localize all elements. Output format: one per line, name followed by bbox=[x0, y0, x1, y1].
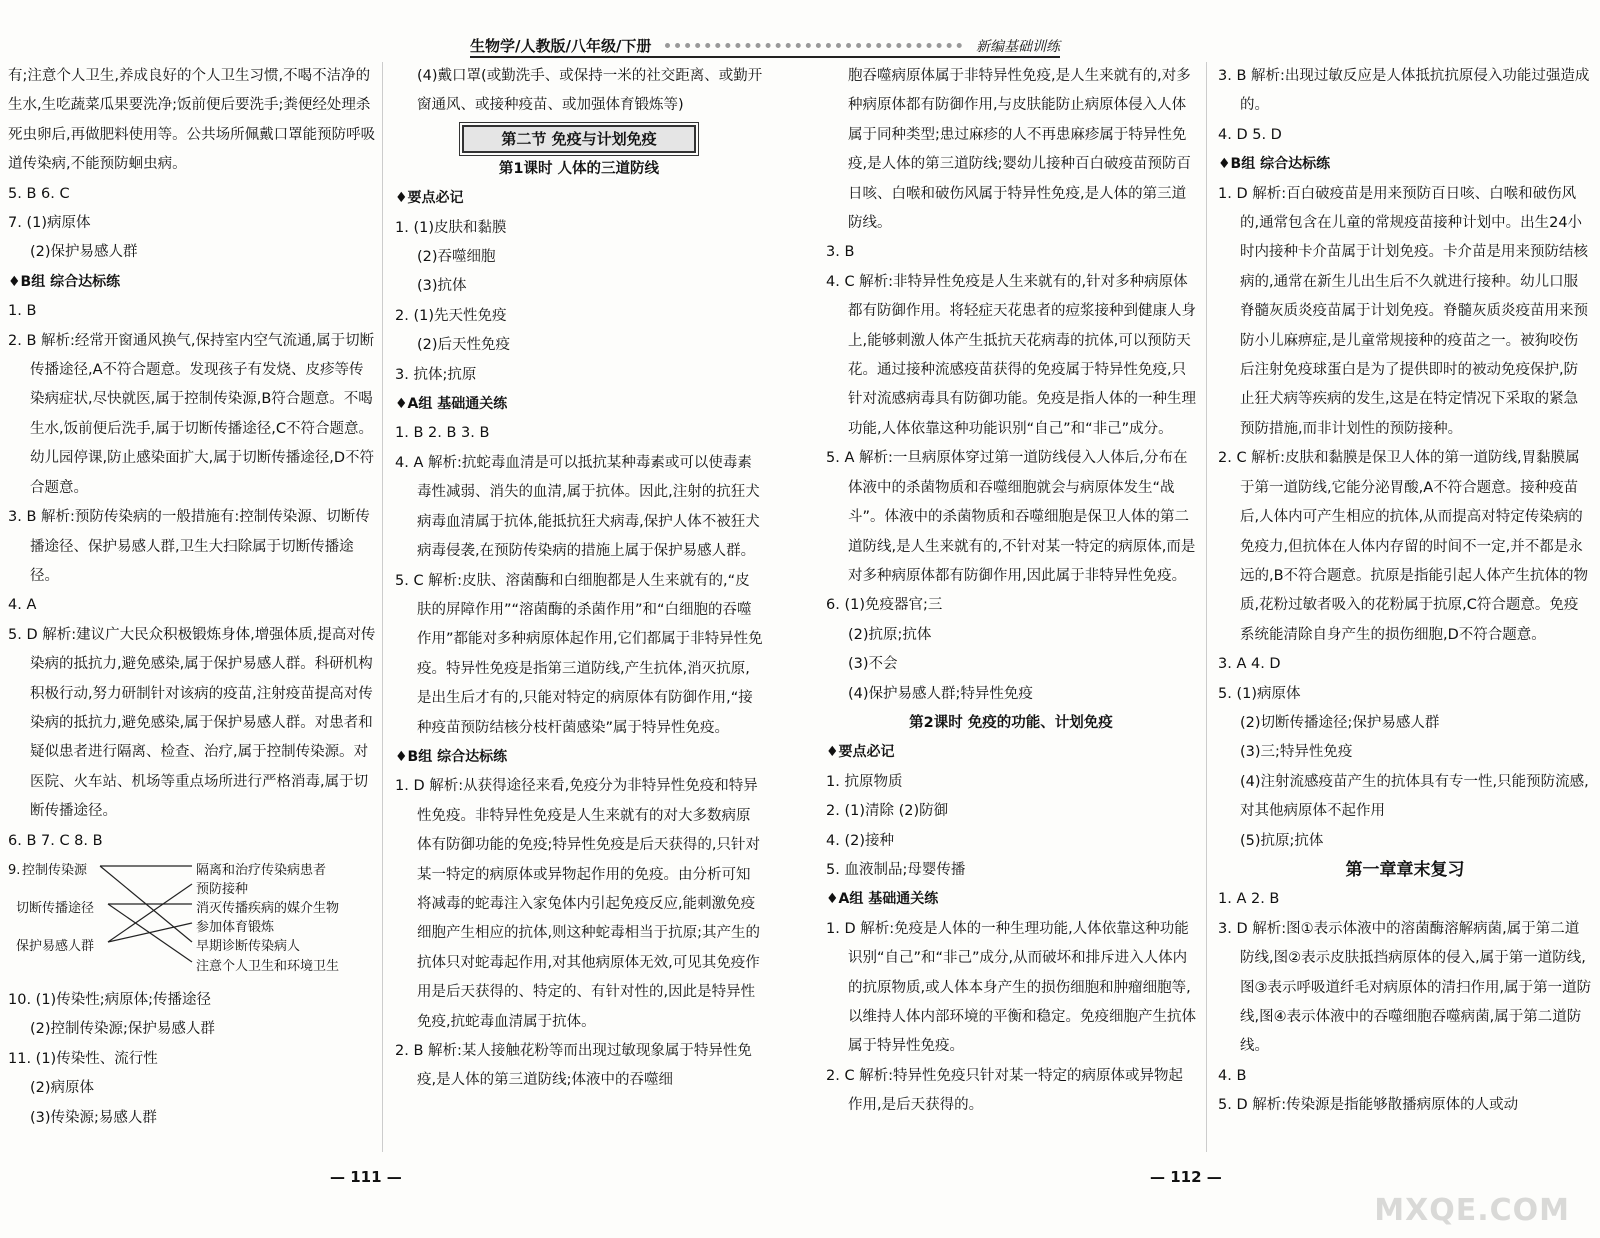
answer: (4)注射流感疫苗产生的抗体具有专一性,只能预防流感,对其他病原体不起作用 bbox=[1240, 773, 1589, 820]
lesson-title: 第2课时 免疫的功能、计划免疫 bbox=[909, 714, 1113, 731]
match-right-item: 注意个人卫生和环境卫生 bbox=[196, 958, 340, 974]
answer: 3. B 解析:预防传染病的一般措施有:控制传染源、切断传播途径、保护易感人群,卫生大扫除属于切断传播途径。 bbox=[8, 509, 370, 584]
answer: (3)抗体 bbox=[417, 278, 467, 295]
answer: 4. D 5. D bbox=[1218, 126, 1282, 143]
matching-lines bbox=[8, 856, 208, 986]
match-left-item: 切断传播途径 bbox=[16, 900, 95, 916]
answer: (2)吞噬细胞 bbox=[417, 249, 496, 266]
answer: 3. A 4. D bbox=[1218, 656, 1281, 673]
answer: 11. (1)传染性、流行性 bbox=[8, 1050, 158, 1067]
answer: 6. B 7. C 8. B bbox=[8, 832, 103, 849]
match-right-item: 早期诊断传染病人 bbox=[196, 938, 301, 954]
answer: (3)三;特异性免疫 bbox=[1240, 744, 1353, 761]
answer: 4. A 解析:抗蛇毒血清是可以抵抗某种毒素或可以使毒素毒性减弱、消失的血清,属于抗体。因此,注射的抗狂犬病毒血清属于抗体,能抵抗狂犬病毒,保护人体不被狂犬病毒侵袭,在预防传染病的措施上属于保护易感人群。 bbox=[395, 454, 760, 560]
answer: (2)病原体 bbox=[30, 1080, 95, 1097]
answer: 5. B 6. C bbox=[8, 185, 70, 202]
answer: 5. A 解析:一旦病原体穿过第一道防线侵入人体后,分布在体液中的杀菌物质和吞噬细胞就会与病原体发生“战斗”。体液中的杀菌物质和吞噬细胞是保卫人体的第二道防线,是人生来就有的,不针对某一特定的病原体,而是对多种病原体都有防御作用,因此属于非特异性免疫。 bbox=[826, 450, 1196, 584]
section-heading: ♦A组 基础通关练 bbox=[395, 396, 508, 413]
column-3 bbox=[826, 62, 1196, 1121]
answer: 1. 抗原物质 bbox=[826, 773, 903, 790]
paragraph: 胞吞噬病原体属于非特异性免疫,是人生来就有的,对多种病原体都有防御作用,与皮肤能防止病原体侵入人体属于同种类型;患过麻疹的人不再患麻疹属于特异性免疫,是人体的第三道防线;婴幼儿接种百白破疫苗预防百日咳、白喉和破伤风属于特异性免疫,是人体的第三道防线。 bbox=[848, 68, 1191, 232]
answer: 10. (1)传染性;病原体;传播途径 bbox=[8, 991, 211, 1008]
answer: (5)抗原;抗体 bbox=[1240, 832, 1324, 849]
answer: 5. 血液制品;母婴传播 bbox=[826, 861, 966, 878]
answer: 2. C 解析:皮肤和黏膜是保卫人体的第一道防线,胃黏膜属于第一道防线,它能分泌胃酸,A不符合题意。接种疫苗后,人体内可产生相应的抗体,从而提高对特定传染病的免疫力,但抗体在人体内存留的时间不一定,并不都是永远的,B不符合题意。抗原是指能引起人体产生抗体的物质,花粉过敏者吸入的花粉属于抗原,C符合题意。免疫系统能清除自身产生的损伤细胞,D不符合题意。 bbox=[1218, 450, 1589, 643]
match-left-item: 控制传染源 bbox=[22, 862, 88, 878]
paragraph: 有;注意个人卫生,养成良好的个人卫生习惯,不喝不洁净的生水,生吃蔬菜瓜果要洗净;饭前便后要洗手;粪便经处理杀死虫卵后,再做肥料使用等。公共场所佩戴口罩能预防呼吸道传染病,不能预防蛔虫病。 bbox=[8, 68, 376, 173]
header-divider bbox=[665, 43, 962, 48]
running-header bbox=[470, 28, 1060, 58]
section-heading: ♦B组 综合达标练 bbox=[1218, 156, 1331, 173]
answer: 3. B 解析:出现过敏反应是人体抵抗抗原侵入功能过强造成的。 bbox=[1218, 68, 1590, 114]
answer: 4. A bbox=[8, 597, 37, 614]
section-banner: 第二节 免疫与计划免疫 bbox=[462, 125, 696, 153]
section-heading: ♦A组 基础通关练 bbox=[826, 891, 939, 908]
section-heading: ♦B组 综合达标练 bbox=[8, 273, 121, 290]
answer: 5. (1)病原体 bbox=[1218, 685, 1301, 702]
answer: 2. (1)先天性免疫 bbox=[395, 307, 507, 324]
match-right-item: 消灭传播疾病的媒介生物 bbox=[196, 900, 340, 916]
chapter-title: 第一章章末复习 bbox=[1345, 859, 1465, 880]
answer: 2. C 解析:特异性免疫只针对某一特定的病原体或异物起作用,是后天获得的。 bbox=[826, 1067, 1184, 1114]
answer: 4. (2)接种 bbox=[826, 832, 894, 849]
matching-diagram bbox=[8, 856, 378, 986]
match-right-item: 预防接种 bbox=[196, 881, 249, 897]
header-title: 生物学/人教版/八年级/下册 bbox=[470, 37, 652, 55]
answer: 2. B 解析:某人接触花粉等而出现过敏现象属于特异性免疫,是人体的第三道防线;体液中的吞噬细 bbox=[395, 1043, 752, 1089]
answer: 3. B bbox=[826, 244, 855, 261]
answer: 1. D 解析:从获得途径来看,免疫分为非特异性免疫和特异性免疫。非特异性免疫是人生来就有的对大多数病原体有防御功能的免疫;特异性免疫是后天获得的,只针对某一特定的病原体或异物起作用的免疫。由分析可知将减毒的蛇毒注入家兔体内引起免疫反应,能刺激免疫细胞产生相应的抗体,则这种蛇毒相当于抗原;其产生的抗体只对蛇毒起作用,对其他病原体无效,可见其免疫作用是后天获得的、特定的、有针对性的,因此是特异性免疫,抗蛇毒血清属于抗体。 bbox=[395, 778, 760, 1030]
answer: 3. 抗体;抗原 bbox=[395, 366, 477, 383]
section-heading: ♦B组 综合达标练 bbox=[395, 748, 508, 765]
watermark: MXQE.COM bbox=[1374, 1193, 1570, 1228]
answer: 5. D 解析:建议广大民众积极锻炼身体,增强体质,提高对传染病的抵抗力,避免感染,属于保护易感人群。科研机构积极行动,努力研制针对该病的疫苗,注射疫苗提高对传染病的抵抗力,避免感染,属于保护易感人群。对患者和疑似患者进行隔离、检查、治疗,属于控制传染源。对医院、火车站、机场等重点场所进行严格消毒,属于切断传播途径。 bbox=[8, 626, 376, 820]
header-brand: 新编基础训练 bbox=[976, 39, 1060, 55]
answer: 7. (1)病原体 bbox=[8, 215, 91, 232]
answer: 6. (1)免疫器官;三 bbox=[826, 597, 943, 614]
answer: (4)戴口罩(或勤洗手、或保持一米的社交距离、或勤开窗通风、或接种疫苗、或加强体育锻炼等) bbox=[417, 68, 763, 114]
question-number: 9. bbox=[8, 862, 21, 878]
page-number-left: — 111 — bbox=[330, 1168, 402, 1186]
section-heading: ♦要点必记 bbox=[395, 190, 464, 207]
answer: 1. (1)皮肤和黏膜 bbox=[395, 219, 507, 236]
answer: 2. B 解析:经常开窗通风换气,保持室内空气流通,属于切断传播途径,A不符合题意。发现孩子有发烧、皮疹等传染病症状,尽快就医,属于控制传染源,B符合题意。不喝生水,饭前便后洗手,属于切断传播途径,C不符合题意。幼儿园停课,防止感染面扩大,属于切断传播途径,D不符合题意。 bbox=[8, 332, 375, 496]
answer: 1. A 2. B bbox=[1218, 891, 1280, 908]
answer: (2)抗原;抗体 bbox=[848, 626, 932, 643]
answer: 5. C 解析:皮肤、溶菌酶和白细胞都是人生来就有的,“皮肤的屏障作用”“溶菌酶的杀菌作用”和“白细胞的吞噬作用”都能对多种病原体起作用,它们都属于非特异性免疫。特异性免疫是指第三道防线,产生抗体,消灭抗原,是出生后才有的,只能对特定的病原体有防御作用,“接种疫苗预防结核分枝杆菌感染”属于特异性免疫。 bbox=[395, 572, 763, 736]
answer: 2. (1)清除 (2)防御 bbox=[826, 803, 949, 820]
answer: 1. D 解析:百白破疫苗是用来预防百日咳、白喉和破伤风的,通常包含在儿童的常规疫苗接种计划中。出生24小时内接种卡介苗属于计划免疫。卡介苗是用来预防结核病的,通常在新生儿出生后不久就进行接种。幼儿口服脊髓灰质炎疫苗属于计划免疫。脊髓灰质炎疫苗用来预防小儿麻痹症,是儿童常规接种的疫苗之一。被狗咬伤后注射免疫球蛋白是为了提供即时的被动免疫保护,防止狂犬病等疾病的发生,这是在特定情况下采取的紧急预防措施,而非计划性的预防接种。 bbox=[1218, 185, 1588, 437]
match-left-item: 保护易感人群 bbox=[16, 938, 95, 954]
answer: 1. B 2. B 3. B bbox=[395, 425, 490, 442]
answer: (2)后天性免疫 bbox=[417, 337, 511, 354]
answer: 1. B bbox=[8, 303, 37, 320]
match-right-item: 参加体育锻炼 bbox=[196, 919, 275, 935]
answer: 4. B bbox=[1218, 1067, 1247, 1084]
answer: (3)不会 bbox=[848, 656, 898, 673]
column-divider bbox=[382, 62, 383, 1152]
answer: (2)控制传染源;保护易感人群 bbox=[30, 1021, 215, 1038]
column-divider bbox=[1206, 62, 1207, 1152]
lesson-title: 第1课时 人体的三道防线 bbox=[498, 160, 660, 177]
column-2 bbox=[395, 62, 763, 1096]
section-heading: ♦要点必记 bbox=[826, 744, 895, 761]
page-number-right: — 112 — bbox=[1150, 1168, 1222, 1186]
answer: (4)保护易感人群;特异性免疫 bbox=[848, 685, 1033, 702]
answer: 4. C 解析:非特异性免疫是人生来就有的,针对多种病原体都有防御作用。将轻症天花患者的痘浆接种到健康人身上,能够刺激人体产生抵抗天花病毒的抗体,可以预防天花。通过接种流感疫苗获得的免疫属于特异性免疫,只针对流感病毒具有防御功能。免疫是指人体的一种生理功能,人体依靠这种功能识别“自己”和“非己”成分。 bbox=[826, 273, 1196, 437]
answer: (2)切断传播途径;保护易感人群 bbox=[1240, 714, 1440, 731]
match-right-item: 隔离和治疗传染病患者 bbox=[196, 862, 327, 878]
column-4 bbox=[1218, 62, 1592, 1121]
answer: (3)传染源;易感人群 bbox=[30, 1109, 157, 1126]
answer: 1. D 解析:免疫是人体的一种生理功能,人体依靠这种功能识别“自己”和“非己”成分,从而破坏和排斥进入人体内的抗原物质,或人体本身产生的损伤细胞和肿瘤细胞等,以维持人体内部环境的平衡和稳定。免疫细胞产生抗体属于特异性免疫。 bbox=[826, 920, 1196, 1055]
column-1 bbox=[8, 62, 378, 1133]
answer: 5. D 解析:传染源是指能够散播病原体的人或动 bbox=[1218, 1097, 1519, 1114]
answer: (2)保护易感人群 bbox=[30, 244, 138, 261]
answer: 3. D 解析:图①表示体液中的溶菌酶溶解病菌,属于第二道防线,图②表示皮肤抵挡病原体的侵入,属于第一道防线,图③表示呼吸道纤毛对病原体的清扫作用,属于第一道防线,图④表示体液中的吞噬细胞吞噬病菌,属于第二道防线。 bbox=[1218, 920, 1592, 1055]
